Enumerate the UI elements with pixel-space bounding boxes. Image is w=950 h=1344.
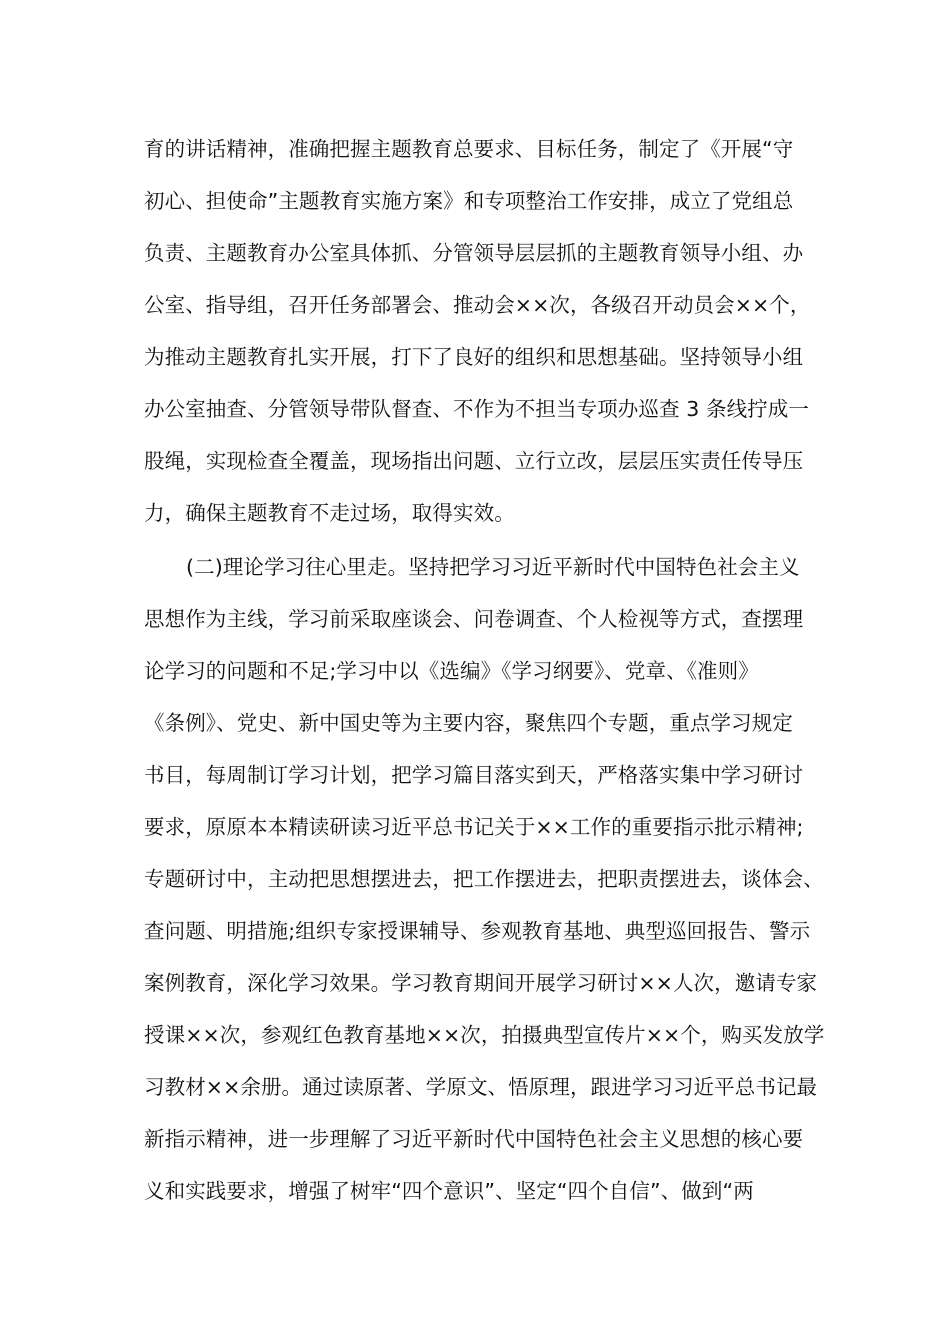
text-line: 思想作为主线，学习前采取座谈会、问卷调查、个人检视等方式，查摆理 (144, 607, 804, 631)
text-line: 书目，每周制订学习计划，把学习篇目落实到天，严格落实集中学习研讨 (144, 763, 804, 787)
text-line: (二)理论学习往心里走。坚持把学习习近平新时代中国特色社会主义 (186, 555, 800, 579)
text-line: 办公室抽查、分管领导带队督查、不作为不担当专项办巡查 3 条线拧成一 (144, 397, 809, 421)
text-line: 论学习的问题和不足;学习中以《选编》《学习纲要》、党章、《准则》 (144, 659, 759, 683)
paragraph-1 (144, 131, 814, 547)
text-line: 案例教育，深化学习效果。学习教育期间开展学习研讨××人次，邀请专家 (144, 971, 818, 995)
text-line: 公室、指导组，召开任务部署会、推动会××次，各级召开动员会××个， (144, 293, 811, 317)
text-line: 查问题、明措施;组织专家授课辅导、参观教育基地、典型巡回报告、警示 (144, 919, 811, 943)
text-line: 《条例》、党史、新中国史等为主要内容，聚焦四个专题，重点学习规定 (144, 711, 793, 735)
text-line: 力，确保主题教育不走过场，取得实效。 (144, 501, 515, 525)
text-line: 股绳，实现检查全覆盖，现场指出问题、立行立改，层层压实责任传导压 (144, 449, 804, 473)
paragraph-2 (144, 549, 825, 1225)
text-line: 为推动主题教育扎实开展，打下了良好的组织和思想基础。坚持领导小组 (144, 345, 804, 369)
text-line: 要求，原原本本精读研读习近平总书记关于××工作的重要指示批示精神; (144, 815, 804, 839)
text-line: 负责、主题教育办公室具体抓、分管领导层层抓的主题教育领导小组、办 (144, 241, 804, 265)
text-line: 育的讲话精神，准确把握主题教育总要求、目标任务，制定了《开展“守 (144, 137, 794, 161)
text-line: 义和实践要求，增强了树牢“四个意识”、坚定“四个自信”、做到“两 (144, 1179, 754, 1203)
text-line: 初心、担使命”主题教育实施方案》和专项整治工作安排，成立了党组总 (144, 189, 794, 213)
text-line: 专题研讨中，主动把思想摆进去，把工作摆进去，把职责摆进去，谈体会、 (144, 867, 824, 891)
text-line: 习教材××余册。通过读原著、学原文、悟原理，跟进学习习近平总书记最 (144, 1075, 818, 1099)
text-line: 新指示精神，进一步理解了习近平新时代中国特色社会主义思想的核心要 (144, 1127, 804, 1151)
text-line: 授课××次，参观红色教育基地××次，拍摄典型宣传片××个，购买发放学 (144, 1023, 825, 1047)
